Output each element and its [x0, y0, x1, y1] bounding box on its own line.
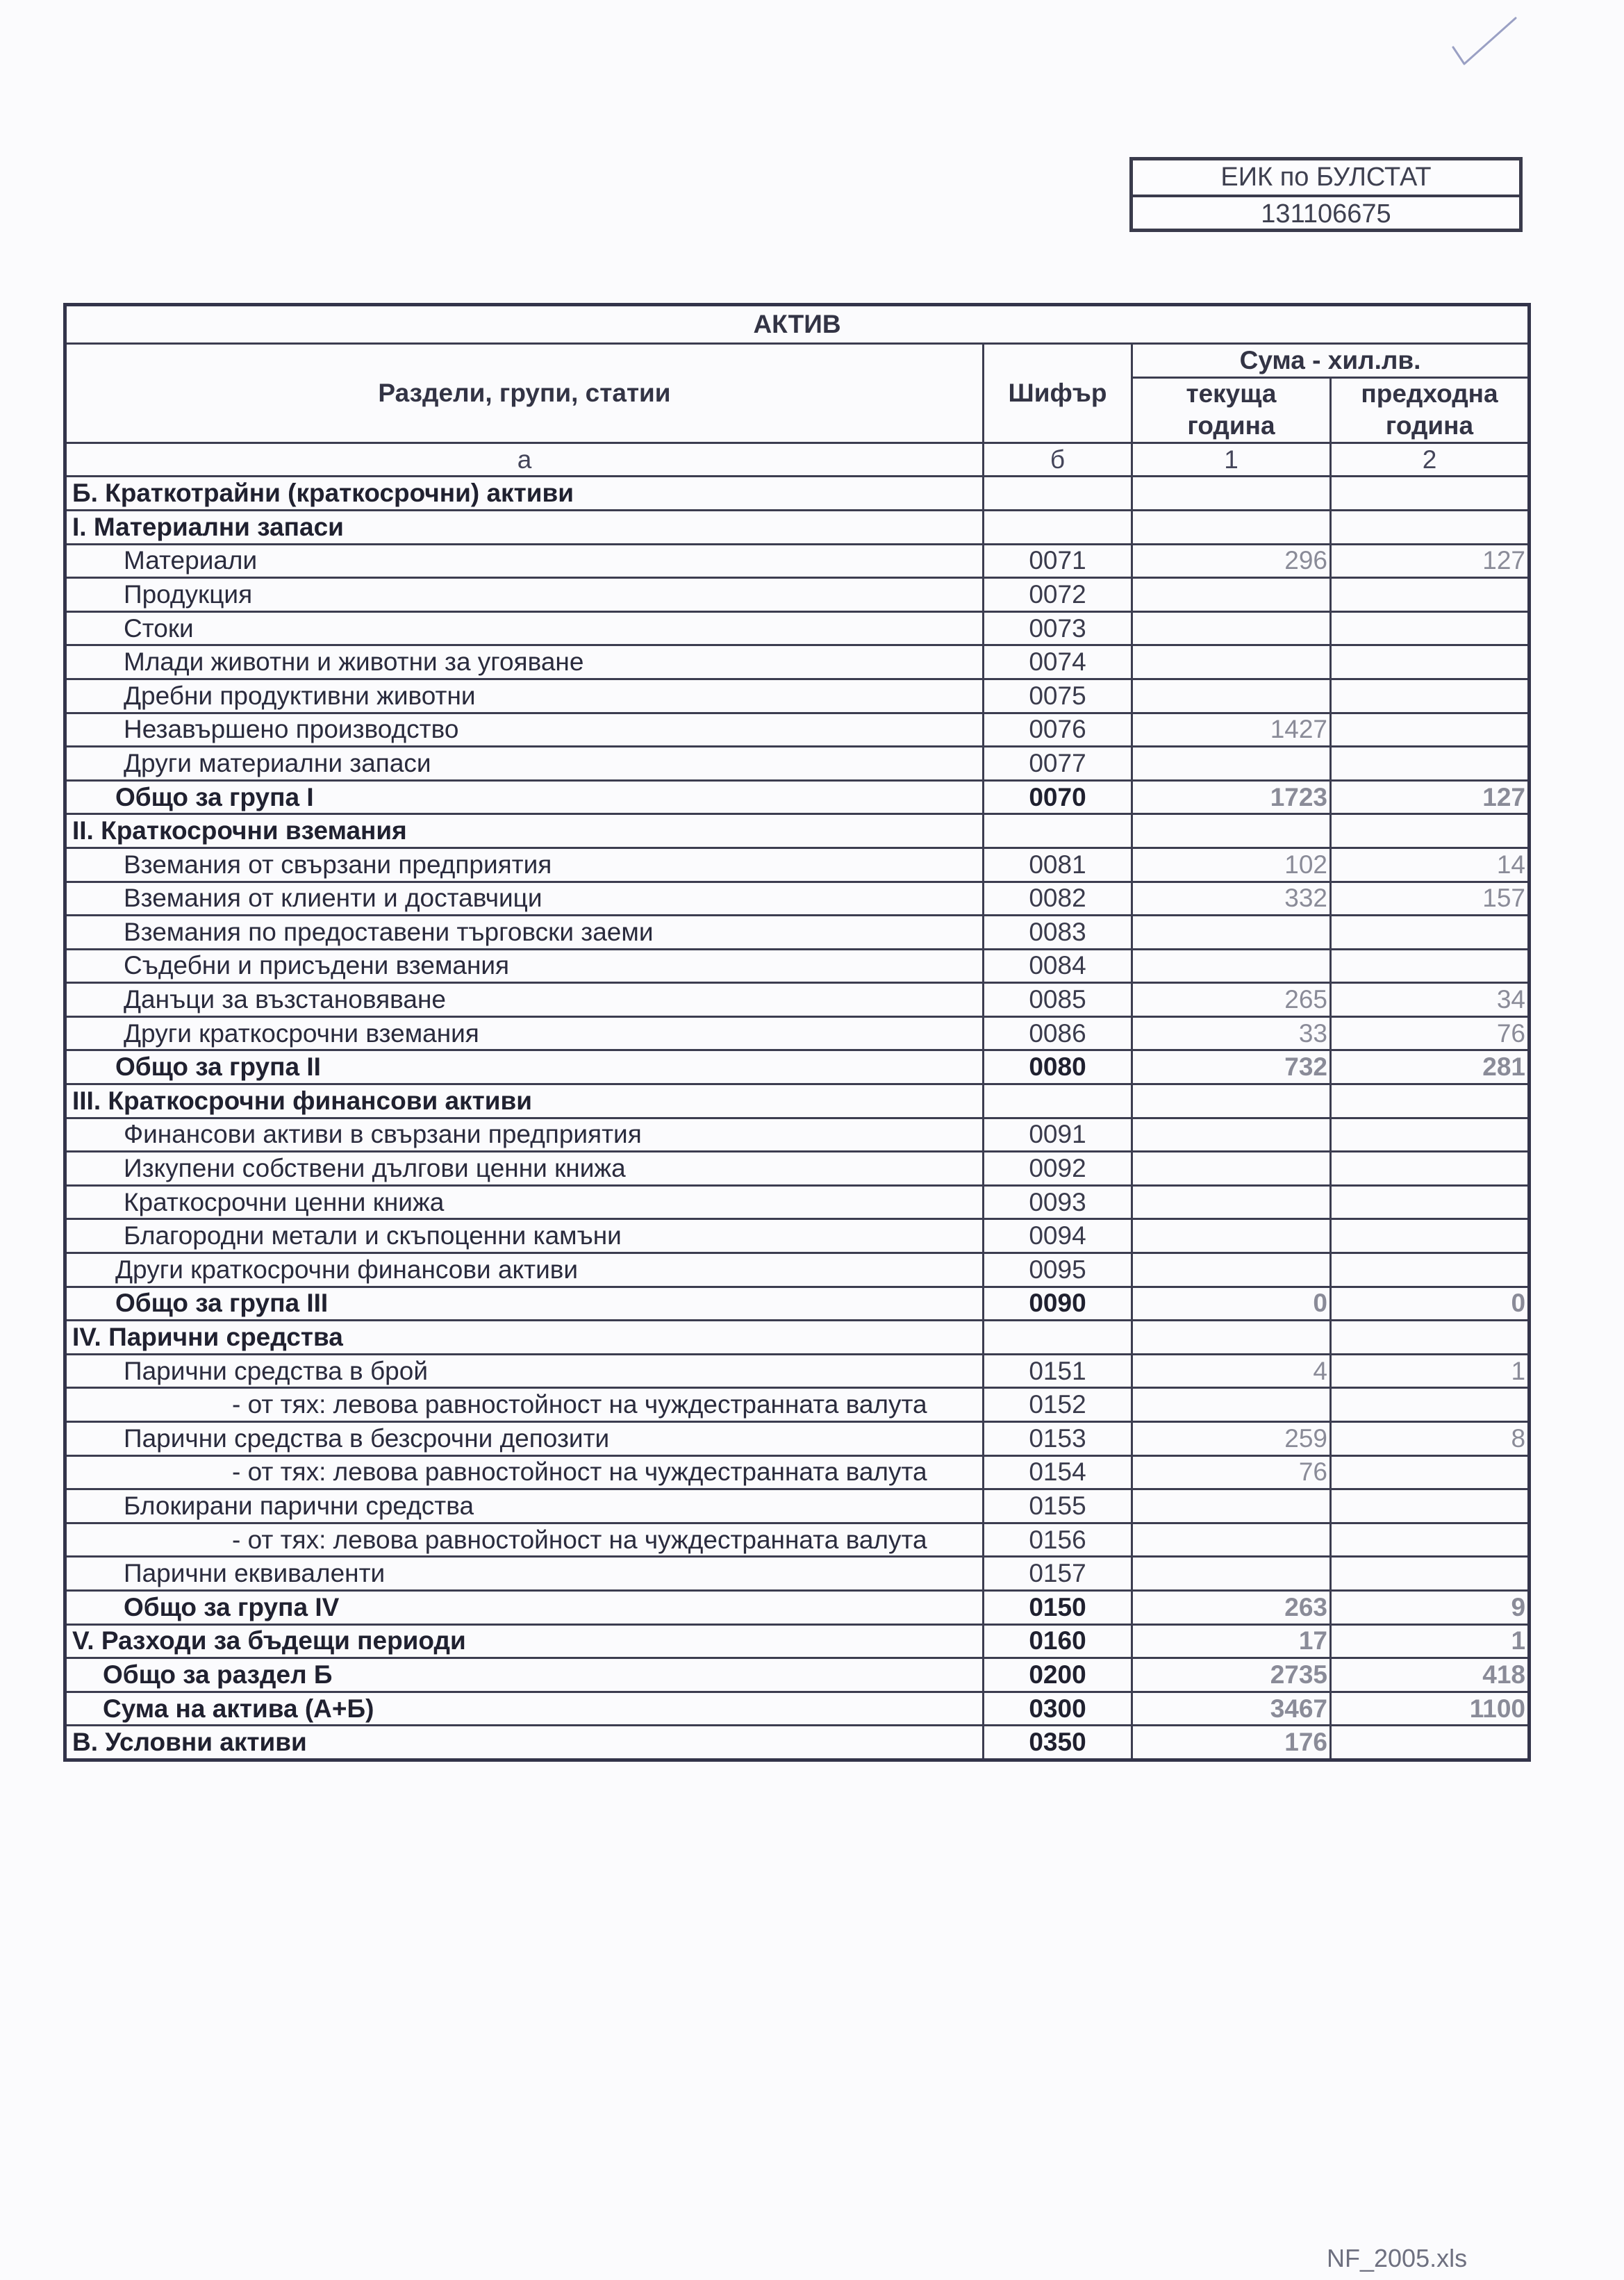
- col-number-2: 2: [1331, 443, 1530, 477]
- row-current-year: [1132, 1321, 1331, 1355]
- row-code: 0300: [984, 1692, 1132, 1726]
- table-row: [65, 1726, 1530, 1760]
- row-label: Парични средства в брой: [65, 1354, 984, 1388]
- row-code: [984, 814, 1132, 848]
- row-label: Млади животни и животни за угояване: [65, 645, 984, 679]
- table-row: [65, 1455, 1530, 1489]
- table-row: [65, 1050, 1530, 1084]
- row-label: Изкупени собствени дългови ценни книжа: [65, 1152, 984, 1186]
- row-current-year: [1132, 916, 1331, 950]
- row-previous-year: [1331, 747, 1530, 781]
- row-code: 0086: [984, 1016, 1132, 1050]
- row-label: Други материални запаси: [65, 747, 984, 781]
- table-row: [65, 1523, 1530, 1557]
- row-code: [984, 510, 1132, 544]
- row-code: 0154: [984, 1455, 1132, 1489]
- table-row: [65, 1557, 1530, 1591]
- row-current-year: 17: [1132, 1624, 1331, 1658]
- eik-box: [1129, 157, 1523, 232]
- row-code: 0156: [984, 1523, 1132, 1557]
- table-row: [65, 916, 1530, 950]
- row-code: 0093: [984, 1185, 1132, 1219]
- row-current-year: [1132, 1152, 1331, 1186]
- row-label: Общо за група IV: [65, 1590, 984, 1624]
- row-label: Благородни метали и скъпоценни камъни: [65, 1219, 984, 1253]
- row-label: Данъци за възстановяване: [65, 983, 984, 1017]
- row-previous-year: 76: [1331, 1016, 1530, 1050]
- row-label: Материали: [65, 544, 984, 578]
- footer-filename: NF_2005.xls: [1327, 2244, 1468, 2272]
- row-previous-year: [1331, 477, 1530, 511]
- row-code: 0070: [984, 780, 1132, 814]
- table-row: [65, 1185, 1530, 1219]
- row-previous-year: 1: [1331, 1624, 1530, 1658]
- row-code: 0090: [984, 1287, 1132, 1321]
- row-current-year: 33: [1132, 1016, 1331, 1050]
- table-row: [65, 1219, 1530, 1253]
- row-label: Сума на актива (А+Б): [65, 1692, 984, 1726]
- table-row: [65, 1624, 1530, 1658]
- checkmark-icon: [1445, 13, 1521, 68]
- row-previous-year: [1331, 1455, 1530, 1489]
- table-row: [65, 780, 1530, 814]
- row-current-year: 259: [1132, 1422, 1331, 1456]
- row-label: - от тях: левова равностойност на чуждестранната валута: [65, 1455, 984, 1489]
- row-label: Продукция: [65, 578, 984, 612]
- table-row: [65, 1016, 1530, 1050]
- row-label: Краткосрочни ценни книжа: [65, 1185, 984, 1219]
- row-current-year: 296: [1132, 544, 1331, 578]
- row-previous-year: [1331, 578, 1530, 612]
- row-previous-year: 281: [1331, 1050, 1530, 1084]
- row-current-year: 3467: [1132, 1692, 1331, 1726]
- row-label: III. Краткосрочни финансови активи: [65, 1084, 984, 1118]
- row-current-year: [1132, 510, 1331, 544]
- row-label: Парични средства в безсрочни депозити: [65, 1422, 984, 1456]
- row-label: Общо за група III: [65, 1287, 984, 1321]
- table-row: [65, 510, 1530, 544]
- row-previous-year: [1331, 1726, 1530, 1760]
- row-previous-year: [1331, 1489, 1530, 1523]
- table-title: АКТИВ: [65, 305, 1530, 344]
- row-current-year: 265: [1132, 983, 1331, 1017]
- row-code: [984, 1084, 1132, 1118]
- row-previous-year: 127: [1331, 544, 1530, 578]
- row-label: Незавършено производство: [65, 713, 984, 747]
- row-current-year: 1723: [1132, 780, 1331, 814]
- table-row: [65, 1590, 1530, 1624]
- row-code: 0085: [984, 983, 1132, 1017]
- row-previous-year: 0: [1331, 1287, 1530, 1321]
- row-previous-year: [1331, 1152, 1530, 1186]
- col-header-previous-1: предходна: [1331, 377, 1530, 410]
- row-previous-year: 157: [1331, 882, 1530, 916]
- table-row: [65, 1354, 1530, 1388]
- row-code: 0076: [984, 713, 1132, 747]
- table-row: [65, 983, 1530, 1017]
- row-code: 0073: [984, 611, 1132, 645]
- row-current-year: [1132, 679, 1331, 713]
- table-row: [65, 1152, 1530, 1186]
- table-row: [65, 544, 1530, 578]
- row-label: Общо за група II: [65, 1050, 984, 1084]
- row-previous-year: [1331, 949, 1530, 983]
- row-current-year: [1132, 1118, 1331, 1152]
- row-current-year: 732: [1132, 1050, 1331, 1084]
- col-number-1: 1: [1132, 443, 1331, 477]
- row-label: I. Материални запаси: [65, 510, 984, 544]
- row-code: 0150: [984, 1590, 1132, 1624]
- row-code: 0082: [984, 882, 1132, 916]
- row-current-year: [1132, 1557, 1331, 1591]
- row-current-year: [1132, 949, 1331, 983]
- row-code: 0152: [984, 1388, 1132, 1422]
- row-label: Парични еквиваленти: [65, 1557, 984, 1591]
- row-current-year: [1132, 611, 1331, 645]
- row-previous-year: [1331, 1523, 1530, 1557]
- row-current-year: 176: [1132, 1726, 1331, 1760]
- row-current-year: 102: [1132, 848, 1331, 882]
- table-body: [65, 477, 1530, 1760]
- col-header-previous-2: година: [1331, 410, 1530, 443]
- row-label: Други краткосрочни финансови активи: [65, 1253, 984, 1287]
- row-current-year: [1132, 1523, 1331, 1557]
- row-code: 0081: [984, 848, 1132, 882]
- row-previous-year: 127: [1331, 780, 1530, 814]
- row-previous-year: [1331, 916, 1530, 950]
- table-row: [65, 578, 1530, 612]
- row-label: Общо за група I: [65, 780, 984, 814]
- row-code: 0092: [984, 1152, 1132, 1186]
- col-header-code: Шифър: [984, 344, 1132, 443]
- row-code: 0350: [984, 1726, 1132, 1760]
- row-label: - от тях: левова равностойност на чуждестранната валута: [65, 1523, 984, 1557]
- row-previous-year: [1331, 510, 1530, 544]
- table-row: [65, 848, 1530, 882]
- row-current-year: [1132, 645, 1331, 679]
- row-previous-year: 418: [1331, 1658, 1530, 1692]
- row-previous-year: 8: [1331, 1422, 1530, 1456]
- row-current-year: [1132, 578, 1331, 612]
- row-code: 0084: [984, 949, 1132, 983]
- row-label: Блокирани парични средства: [65, 1489, 984, 1523]
- row-previous-year: [1331, 679, 1530, 713]
- col-header-sections: Раздели, групи, статии: [65, 344, 984, 443]
- row-previous-year: 1100: [1331, 1692, 1530, 1726]
- row-code: [984, 1321, 1132, 1355]
- row-code: 0151: [984, 1354, 1132, 1388]
- table-row: [65, 1422, 1530, 1456]
- row-code: 0160: [984, 1624, 1132, 1658]
- row-current-year: 332: [1132, 882, 1331, 916]
- row-previous-year: [1331, 611, 1530, 645]
- row-label: Общо за раздел Б: [65, 1658, 984, 1692]
- row-label: Финансови активи в свързани предприятия: [65, 1118, 984, 1152]
- col-letter-a: а: [65, 443, 984, 477]
- row-label: Други краткосрочни вземания: [65, 1016, 984, 1050]
- table-row: [65, 1692, 1530, 1726]
- row-previous-year: 9: [1331, 1590, 1530, 1624]
- assets-table: [63, 303, 1531, 1762]
- row-previous-year: 14: [1331, 848, 1530, 882]
- row-code: 0094: [984, 1219, 1132, 1253]
- row-previous-year: [1331, 1219, 1530, 1253]
- row-previous-year: [1331, 814, 1530, 848]
- row-previous-year: [1331, 1185, 1530, 1219]
- row-current-year: [1132, 1185, 1331, 1219]
- table-row: [65, 1253, 1530, 1287]
- col-letter-b: б: [984, 443, 1132, 477]
- row-previous-year: [1331, 713, 1530, 747]
- row-current-year: 2735: [1132, 1658, 1331, 1692]
- col-header-current-1: текуща: [1132, 377, 1331, 410]
- row-current-year: 263: [1132, 1590, 1331, 1624]
- row-code: 0083: [984, 916, 1132, 950]
- row-label: Вземания от свързани предприятия: [65, 848, 984, 882]
- table-row: [65, 1388, 1530, 1422]
- table-row: [65, 882, 1530, 916]
- table-row: [65, 1287, 1530, 1321]
- row-label: Съдебни и присъдени вземания: [65, 949, 984, 983]
- row-current-year: [1132, 1084, 1331, 1118]
- row-label: Дребни продуктивни животни: [65, 679, 984, 713]
- row-previous-year: [1331, 1557, 1530, 1591]
- row-current-year: 1427: [1132, 713, 1331, 747]
- row-current-year: [1132, 814, 1331, 848]
- row-current-year: [1132, 1388, 1331, 1422]
- row-label: В. Условни активи: [65, 1726, 984, 1760]
- row-previous-year: [1331, 1253, 1530, 1287]
- row-code: 0200: [984, 1658, 1132, 1692]
- row-label: Стоки: [65, 611, 984, 645]
- table-row: [65, 1321, 1530, 1355]
- table-row: [65, 1658, 1530, 1692]
- row-code: 0091: [984, 1118, 1132, 1152]
- table-row: [65, 477, 1530, 511]
- row-code: 0153: [984, 1422, 1132, 1456]
- row-previous-year: [1331, 1084, 1530, 1118]
- row-previous-year: 1: [1331, 1354, 1530, 1388]
- row-code: 0155: [984, 1489, 1132, 1523]
- table-row: [65, 1489, 1530, 1523]
- table-row: [65, 611, 1530, 645]
- row-label: Б. Краткотрайни (краткосрочни) активи: [65, 477, 984, 511]
- row-label: Вземания по предоставени търговски заеми: [65, 916, 984, 950]
- table-row: [65, 949, 1530, 983]
- row-previous-year: [1331, 1388, 1530, 1422]
- row-current-year: [1132, 1253, 1331, 1287]
- row-previous-year: [1331, 1118, 1530, 1152]
- row-current-year: 0: [1132, 1287, 1331, 1321]
- row-code: 0071: [984, 544, 1132, 578]
- eik-value: 131106675: [1261, 199, 1391, 229]
- row-code: 0077: [984, 747, 1132, 781]
- table-row: [65, 747, 1530, 781]
- row-code: 0074: [984, 645, 1132, 679]
- table-row: [65, 679, 1530, 713]
- row-previous-year: [1331, 1321, 1530, 1355]
- row-current-year: [1132, 477, 1331, 511]
- row-code: 0075: [984, 679, 1132, 713]
- row-label: IV. Парични средства: [65, 1321, 984, 1355]
- row-current-year: [1132, 1219, 1331, 1253]
- row-label: Вземания от клиенти и доставчици: [65, 882, 984, 916]
- row-label: - от тях: левова равностойност на чуждестранната валута: [65, 1388, 984, 1422]
- row-label: II. Краткосрочни вземания: [65, 814, 984, 848]
- row-current-year: [1132, 1489, 1331, 1523]
- row-code: 0095: [984, 1253, 1132, 1287]
- col-header-current-2: година: [1132, 410, 1331, 443]
- row-code: 0080: [984, 1050, 1132, 1084]
- row-previous-year: 34: [1331, 983, 1530, 1017]
- row-code: [984, 477, 1132, 511]
- row-previous-year: [1331, 645, 1530, 679]
- row-label: V. Разходи за бъдещи периоди: [65, 1624, 984, 1658]
- row-code: 0072: [984, 578, 1132, 612]
- table-row: [65, 1118, 1530, 1152]
- table-row: [65, 1084, 1530, 1118]
- table-row: [65, 814, 1530, 848]
- eik-label: ЕИК по БУЛСТАТ: [1133, 160, 1519, 197]
- row-current-year: 76: [1132, 1455, 1331, 1489]
- row-current-year: 4: [1132, 1354, 1331, 1388]
- row-current-year: [1132, 747, 1331, 781]
- col-header-sum: Сума - хил.лв.: [1132, 344, 1530, 378]
- table-row: [65, 645, 1530, 679]
- row-code: 0157: [984, 1557, 1132, 1591]
- table-row: [65, 713, 1530, 747]
